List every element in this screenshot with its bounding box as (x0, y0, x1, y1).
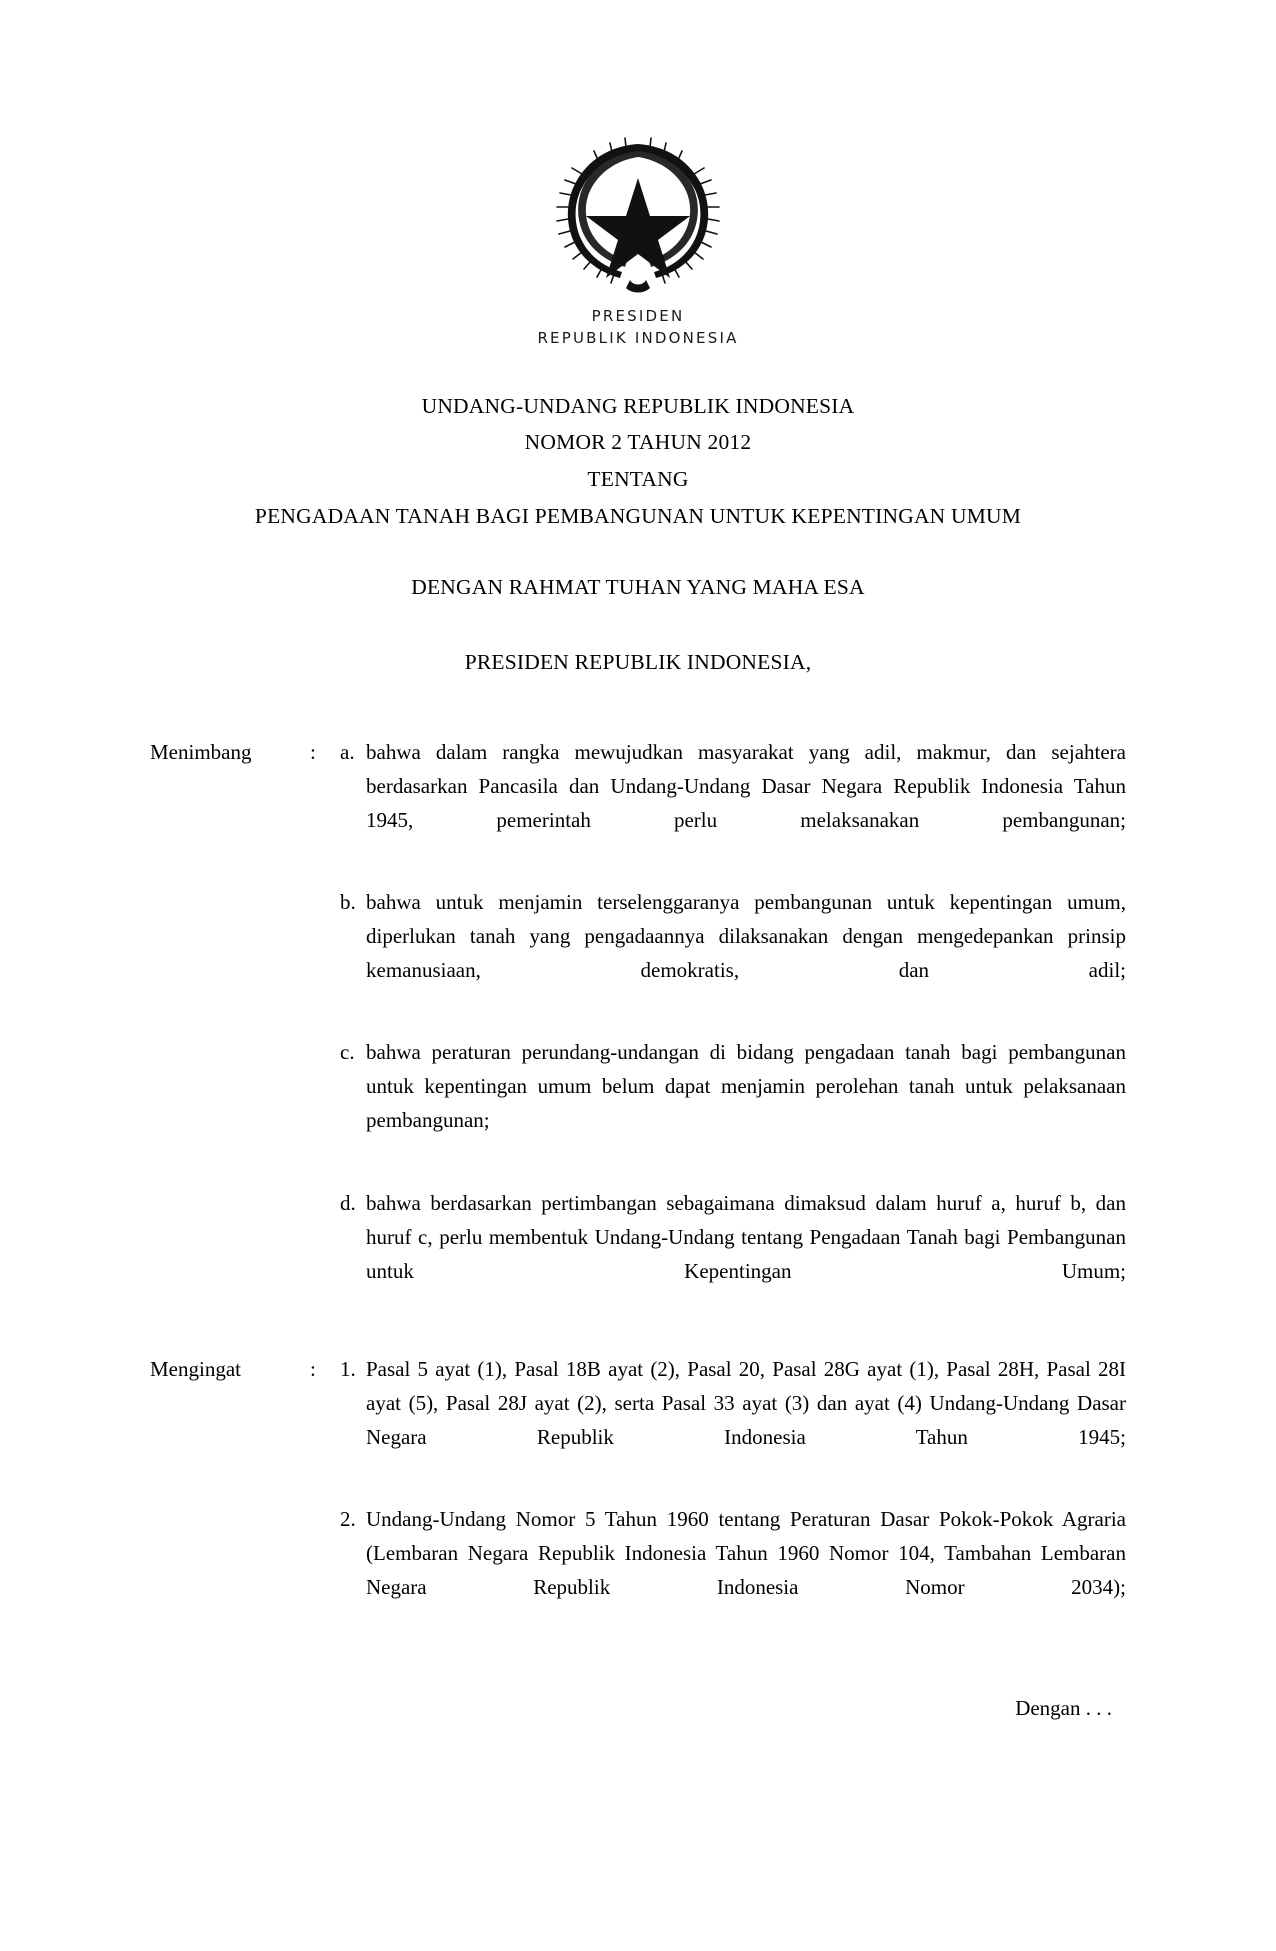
list-item (340, 1186, 1126, 1322)
document-title: UNDANG-UNDANG REPUBLIK INDONESIA (421, 393, 855, 418)
list-item-text: bahwa peraturan perundang-undangan di bidang pengadaan tanah bagi pembangunan untuk kepentingan umum belum dapat menjamin perolehan tanah untuk pelaksanaan pembangunan; (366, 1040, 1126, 1133)
page-catchword: Dengan . . . (1015, 1695, 1112, 1720)
section-items (340, 735, 1126, 1321)
list-item-marker: b. (340, 890, 356, 915)
list-item-marker: 2. (340, 1506, 356, 1531)
emblem-caption-line1: PRESIDEN (591, 307, 685, 325)
list-item (340, 735, 1126, 871)
document-number: NOMOR 2 TAHUN 2012 (524, 430, 752, 455)
garuda-star-emblem-icon (538, 130, 738, 300)
list-item-text: bahwa berdasarkan pertimbangan sebagaimana dimaksud dalam huruf a, huruf b, dan huruf c, perlu membentuk Undang-Undang tentang Pengadaan Tanah bagi Pembangunan untuk Kepentingan Umum; (366, 1190, 1126, 1283)
section-label: Mengingat (150, 1356, 241, 1381)
section-colon: : (310, 740, 316, 765)
list-item (340, 1352, 1126, 1488)
list-item-text: bahwa dalam rangka mewujudkan masyarakat yang adil, makmur, dan sejahtera berdasarkan Pancasila dan Undang-Undang Dasar Negara Republik Indonesia Tahun 1945, pemerintah perlu melaksanakan pembangunan; (366, 740, 1126, 833)
list-item (340, 885, 1126, 1021)
section-label: Menimbang (150, 740, 252, 765)
list-item (340, 1502, 1126, 1638)
list-item-marker: d. (340, 1190, 356, 1215)
document-subject: PENGADAAN TANAH BAGI PEMBANGUNAN UNTUK KEPENTINGAN UMUM (254, 504, 1022, 529)
section-mengingat (150, 1352, 1126, 1638)
list-item (340, 1035, 1126, 1171)
invocation-line: DENGAN RAHMAT TUHAN YANG MAHA ESA (411, 575, 865, 600)
emblem-caption (150, 306, 1126, 350)
section-colon: : (310, 1356, 316, 1381)
list-item-text: Undang-Undang Nomor 5 Tahun 1960 tentang Peraturan Dasar Pokok-Pokok Agraria (Lembaran Negara Republik Indonesia Tahun 1960 Nomor 104, Tambahan Lembaran Negara Republik Indonesia Nomor 2034); (366, 1506, 1126, 1599)
title-block (150, 388, 1126, 682)
section-items (340, 1352, 1126, 1638)
list-item-marker: c. (340, 1040, 355, 1065)
list-item-marker: 1. (340, 1356, 356, 1381)
clauses-container (150, 735, 1126, 1637)
issuer-line: PRESIDEN REPUBLIK INDONESIA, (464, 650, 812, 675)
emblem-block (150, 130, 1126, 350)
emblem-caption-line2: REPUBLIK INDONESIA (537, 328, 739, 347)
list-item-text: bahwa untuk menjamin terselenggaranya pembangunan untuk kepentingan umum, diperlukan tanah yang pengadaannya dilaksanakan dengan mengedepankan prinsip kemanusiaan, demokratis, dan adil; (366, 890, 1126, 983)
list-item-marker: a. (340, 740, 355, 765)
document-about-label: TENTANG (587, 467, 689, 492)
section-menimbang (150, 735, 1126, 1321)
list-item-text: Pasal 5 ayat (1), Pasal 18B ayat (2), Pasal 20, Pasal 28G ayat (1), Pasal 28H, Pasal 28I ayat (5), Pasal 28J ayat (2), serta Pasal 33 ayat (3) dan ayat (4) Undang-Undang Dasar Negara Republik Indonesia Tahun 1945; (366, 1356, 1126, 1449)
